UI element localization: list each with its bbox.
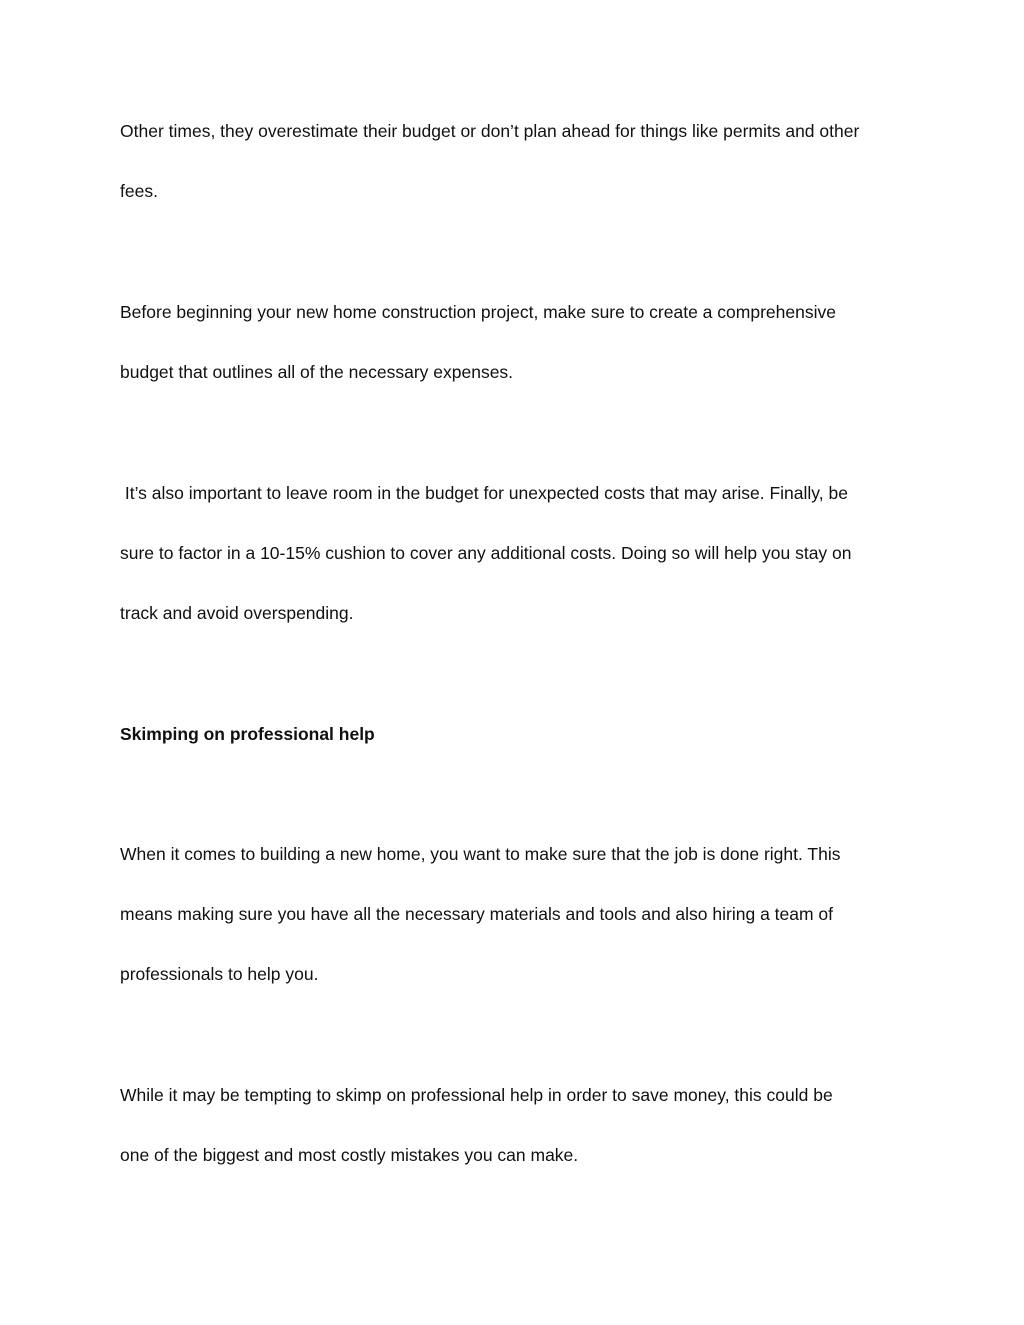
paragraph-5-line-1: While it may be tempting to skimp on professional help in order to save money, this could be xyxy=(120,1085,833,1105)
paragraph-2-line-2: budget that outlines all of the necessary expenses. xyxy=(120,362,514,382)
paragraph-1-line-1: Other times, they overestimate their budget or don’t plan ahead for things like permits and other xyxy=(120,121,860,141)
paragraph-1-line-2: fees. xyxy=(120,181,158,201)
paragraph-4-line-1: When it comes to building a new home, you want to make sure that the job is done right. This xyxy=(120,844,841,864)
section-heading: Skimping on professional help xyxy=(120,724,375,744)
paragraph-3-line-1: It’s also important to leave room in the budget for unexpected costs that may arise. Finally, be xyxy=(120,483,848,503)
paragraph-3-line-2: sure to factor in a 10-15% cushion to cover any additional costs. Doing so will help you stay on xyxy=(120,543,852,563)
paragraph-4-line-3: professionals to help you. xyxy=(120,964,319,984)
paragraph-2-line-1: Before beginning your new home construction project, make sure to create a comprehensive xyxy=(120,302,836,322)
paragraph-4-line-2: means making sure you have all the necessary materials and tools and also hiring a team of xyxy=(120,904,834,924)
paragraph-3-line-3: track and avoid overspending. xyxy=(120,603,354,623)
paragraph-5-line-2: one of the biggest and most costly mistakes you can make. xyxy=(120,1145,579,1165)
